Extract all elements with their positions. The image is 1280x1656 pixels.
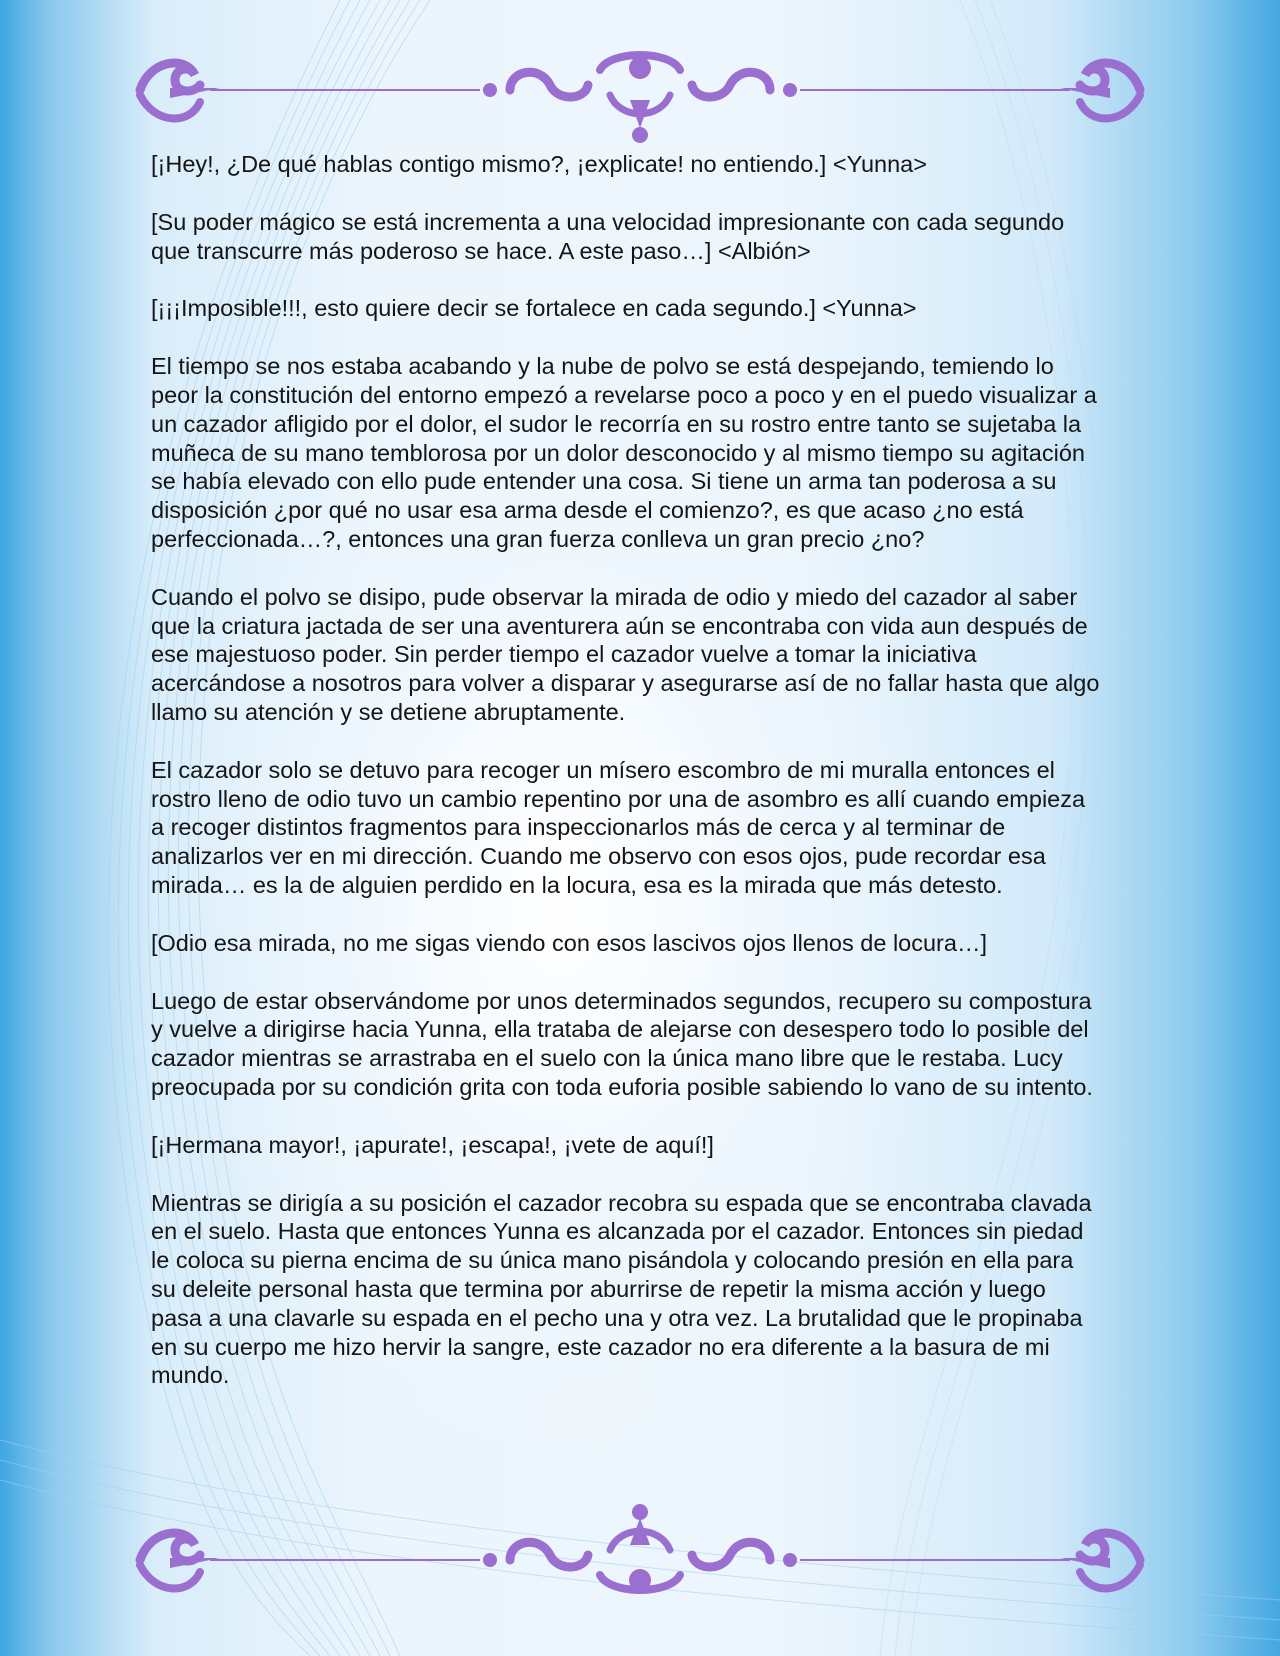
story-text xyxy=(151,150,1101,1419)
narration-paragraph: Cuando el polvo se disipo, pude observar la mirada de odio y miedo del cazador al saber que la criatura jactada de ser una aventurera aún se encontraba con vida aun después de ese majestuoso poder. Sin perder tiempo el cazador vuelve a tomar la iniciativa acercándose a nosotros para volver a disparar y asegurarse así de no fallar hasta que algo llamo su atención y se detiene abruptamente. xyxy=(151,583,1100,725)
narration-paragraph: El tiempo se nos estaba acabando y la nube de polvo se está despejando, temiendo lo peor la constitución del entorno empezó a revelarse poco a poco y en el puedo visualizar a un cazador afligido por el dolor, el sudor le recorría en su rostro entre tanto se sujetaba la muñeca de su mano temblorosa por un dolor desconocido y al mismo tiempo su agitación se había elevado con ello pude entender una cosa. Si tiene un arma tan poderosa a su disposición ¿por qué no usar esa arma desde el comienzo?, es que acaso ¿no está perfeccionada…?, entonces una gran fuerza conlleva un gran precio ¿no? xyxy=(151,353,1097,552)
inner-thought: [Odio esa mirada, no me sigas viendo con esos lascivos ojos llenos de locura…] xyxy=(151,929,987,956)
dialogue-lucy: [¡Hermana mayor!, ¡apurate!, ¡escapa!, ¡vete de aquí!] xyxy=(151,1131,714,1158)
dialogue-albion: [Su poder mágico se está incrementa a una velocidad impresionante con cada segundo que transcurre más poderoso se hace. A este paso…] <Albión> xyxy=(151,208,1065,264)
narration-paragraph: El cazador solo se detuvo para recoger un mísero escombro de mi muralla entonces el rostro lleno de odio tuvo un cambio repentino por una de asombro es allí cuando empieza a recoger distintos fragmentos para inspeccionarlos más de cerca y al terminar de analizarlos ver en mi dirección. Cuando me observo con esos ojos, pude recordar esa mirada… es la de alguien perdido en la locura, esa es la mirada que más detesto. xyxy=(151,756,1086,898)
flourish-divider-icon xyxy=(130,40,1150,150)
narration-paragraph: Luego de estar observándome por unos determinados segundos, recupero su compostura y vuelve a dirigirse hacia Yunna, ella trataba de alejarse con desespero todo lo posible del cazador mientras se arrastraba en el suelo con la única mano libre que le restaba. Lucy preocupada por su condición grita con toda euforia posible sabiendo lo vano de su intento. xyxy=(151,987,1093,1100)
narration-paragraph: Mientras se dirigía a su posición el cazador recobra su espada que se encontraba clavada en el suelo. Hasta que entonces Yunna es alcanzada por el cazador. Entonces sin piedad le coloca su pierna encima de su única mano pisándola y colocando presión en ella para su deleite personal hasta que termina por aburrirse de repetir la misma acción y luego pasa a una clavarle su espada en el pecho una y otra vez. La brutalidad que le propinaba en su cuerpo me hizo hervir la sangre, este cazador no era diferente a la basura de mi mundo. xyxy=(151,1189,1092,1389)
flourish-divider-icon xyxy=(130,1500,1150,1610)
dialogue-yunna-2: [¡¡¡Imposible!!!, esto quiere decir se fortalece en cada segundo.] <Yunna> xyxy=(151,295,917,322)
dialogue-yunna-1: [¡Hey!, ¿De qué hablas contigo mismo?, ¡explicate! no entiendo.] <Yunna> xyxy=(151,151,927,177)
